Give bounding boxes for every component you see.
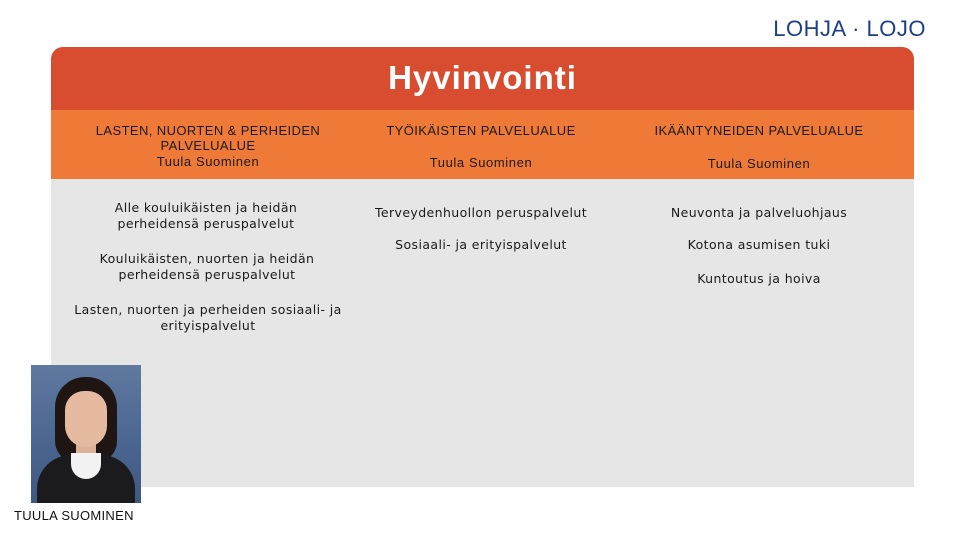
lohja-lojo-logo: LOHJA · LOJO xyxy=(773,16,926,41)
list-item: Sosiaali- ja erityispalvelut xyxy=(395,237,567,252)
list-item: Kotona asumisen tuki xyxy=(687,237,831,252)
column-manager: Tuula Suominen xyxy=(707,156,811,171)
list-item: Neuvonta ja palveluohjaus xyxy=(670,205,848,220)
organization-panel xyxy=(51,47,914,487)
column-heading-children-families xyxy=(65,123,351,169)
page-title: Hyvinvointi xyxy=(388,59,577,96)
portrait-photo xyxy=(31,365,141,503)
portrait-face xyxy=(65,391,107,447)
title-band xyxy=(51,47,914,110)
list-item: Terveydenhuollon peruspalvelut xyxy=(374,205,587,220)
column-heading-working-age xyxy=(341,123,621,170)
list-item: Lasten, nuorten ja perheiden sosiaali- ja erityispalvelut xyxy=(74,302,342,333)
column-heading: IKÄÄNTYNEIDEN PALVELUALUE xyxy=(654,123,864,138)
column-heading-elderly xyxy=(619,123,899,171)
list-item: Alle kouluikäisten ja heidän perheidensä peruspalvelut xyxy=(114,200,298,231)
column-manager: Tuula Suominen xyxy=(429,155,533,170)
column-heading: LASTEN, NUORTEN & PERHEIDEN PALVELUALUE xyxy=(95,123,321,153)
list-item: Kuntoutus ja hoiva xyxy=(697,271,821,286)
column-heading: TYÖIKÄISTEN PALVELUALUE xyxy=(386,123,576,138)
column-manager: Tuula Suominen xyxy=(156,154,260,169)
photo-caption: TUULA SUOMINEN xyxy=(14,508,134,523)
list-item: Kouluikäisten, nuorten ja heidän perheidensä peruspalvelut xyxy=(99,251,315,282)
